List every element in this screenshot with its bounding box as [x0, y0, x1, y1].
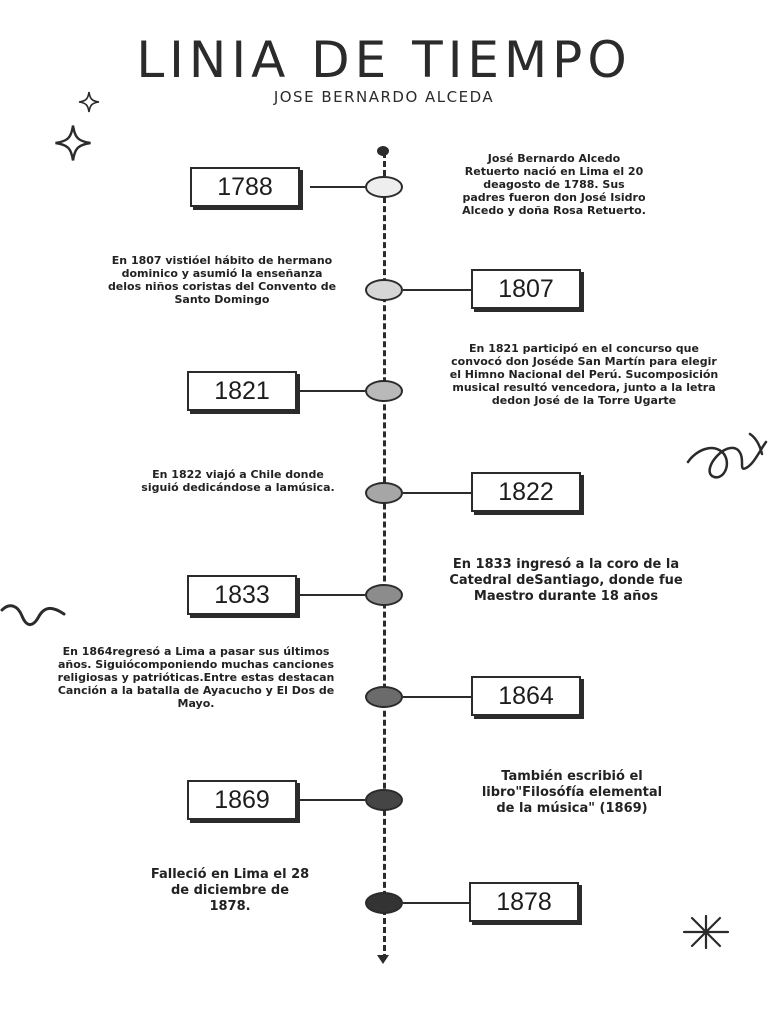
wave-doodle-icon: [0, 598, 66, 632]
timeline-node: [365, 892, 403, 914]
timeline-node: [365, 279, 403, 301]
event-description: Falleció en Lima el 28 de diciembre de 1878.: [150, 867, 310, 914]
sparkle-large-icon: [52, 122, 94, 164]
connector-line: [403, 902, 469, 904]
sparkle-small-icon: [77, 90, 101, 114]
event-description: José Bernardo Alcedo Retuerto nació en Lima el 20 deagosto de 1788. Sus padres fueron don José Isidro Alcedo y doña Rosa Retuerto.: [462, 152, 646, 217]
event-description: En 1864regresó a Lima a pasar sus últimos años. Siguiócomponiendo muchas canciones religiosas y patrióticas.Entre estas destacan Canción a la batalla de Ayacucho y El Dos de Mayo.: [57, 645, 335, 710]
connector-line: [310, 186, 365, 188]
year-box: 1833: [187, 575, 297, 615]
year-box: 1788: [190, 167, 300, 207]
timeline-node: [365, 176, 403, 198]
year-box: 1822: [471, 472, 581, 512]
year-box: 1869: [187, 780, 297, 820]
connector-line: [300, 390, 365, 392]
timeline-node: [365, 380, 403, 402]
year-box: 1878: [469, 882, 579, 922]
page-subtitle: JOSE BERNARDO ALCEDA: [273, 88, 495, 106]
timeline-node: [365, 584, 403, 606]
connector-line: [403, 289, 471, 291]
connector-line: [300, 799, 365, 801]
timeline-arrow-icon: [377, 955, 389, 964]
page-title: LINIA DE TIEMPO: [136, 31, 632, 89]
timeline-node: [365, 789, 403, 811]
event-description: En 1822 viajó a Chile donde siguió dedicándose a lamúsica.: [141, 468, 335, 494]
connector-line: [300, 594, 365, 596]
event-description: En 1821 participó en el concurso que convocó don Joséde San Martín para elegir el Himno Nacional del Perú. Sucomposición musical resultó vencedora, junto a la letra dedon José de la Torre Ugarte: [449, 342, 719, 407]
event-description: En 1833 ingresó a la coro de la Catedral deSantiago, donde fue Maestro durante 18 años: [449, 557, 683, 604]
year-box: 1864: [471, 676, 581, 716]
year-box: 1821: [187, 371, 297, 411]
timeline-node: [365, 482, 403, 504]
asterisk-doodle-icon: [680, 912, 732, 952]
loop-doodle-icon: [686, 420, 768, 490]
timeline-node: [365, 686, 403, 708]
event-description: También escribió el libro"Filosófía elemental de la música" (1869): [481, 769, 663, 816]
connector-line: [403, 492, 471, 494]
connector-line: [403, 696, 471, 698]
timeline-axis: [383, 152, 386, 960]
event-description: En 1807 vistióel hábito de hermano dominico y asumió la enseñanza delos niños coristas del Convento de Santo Domingo: [107, 254, 337, 306]
year-box: 1807: [471, 269, 581, 309]
